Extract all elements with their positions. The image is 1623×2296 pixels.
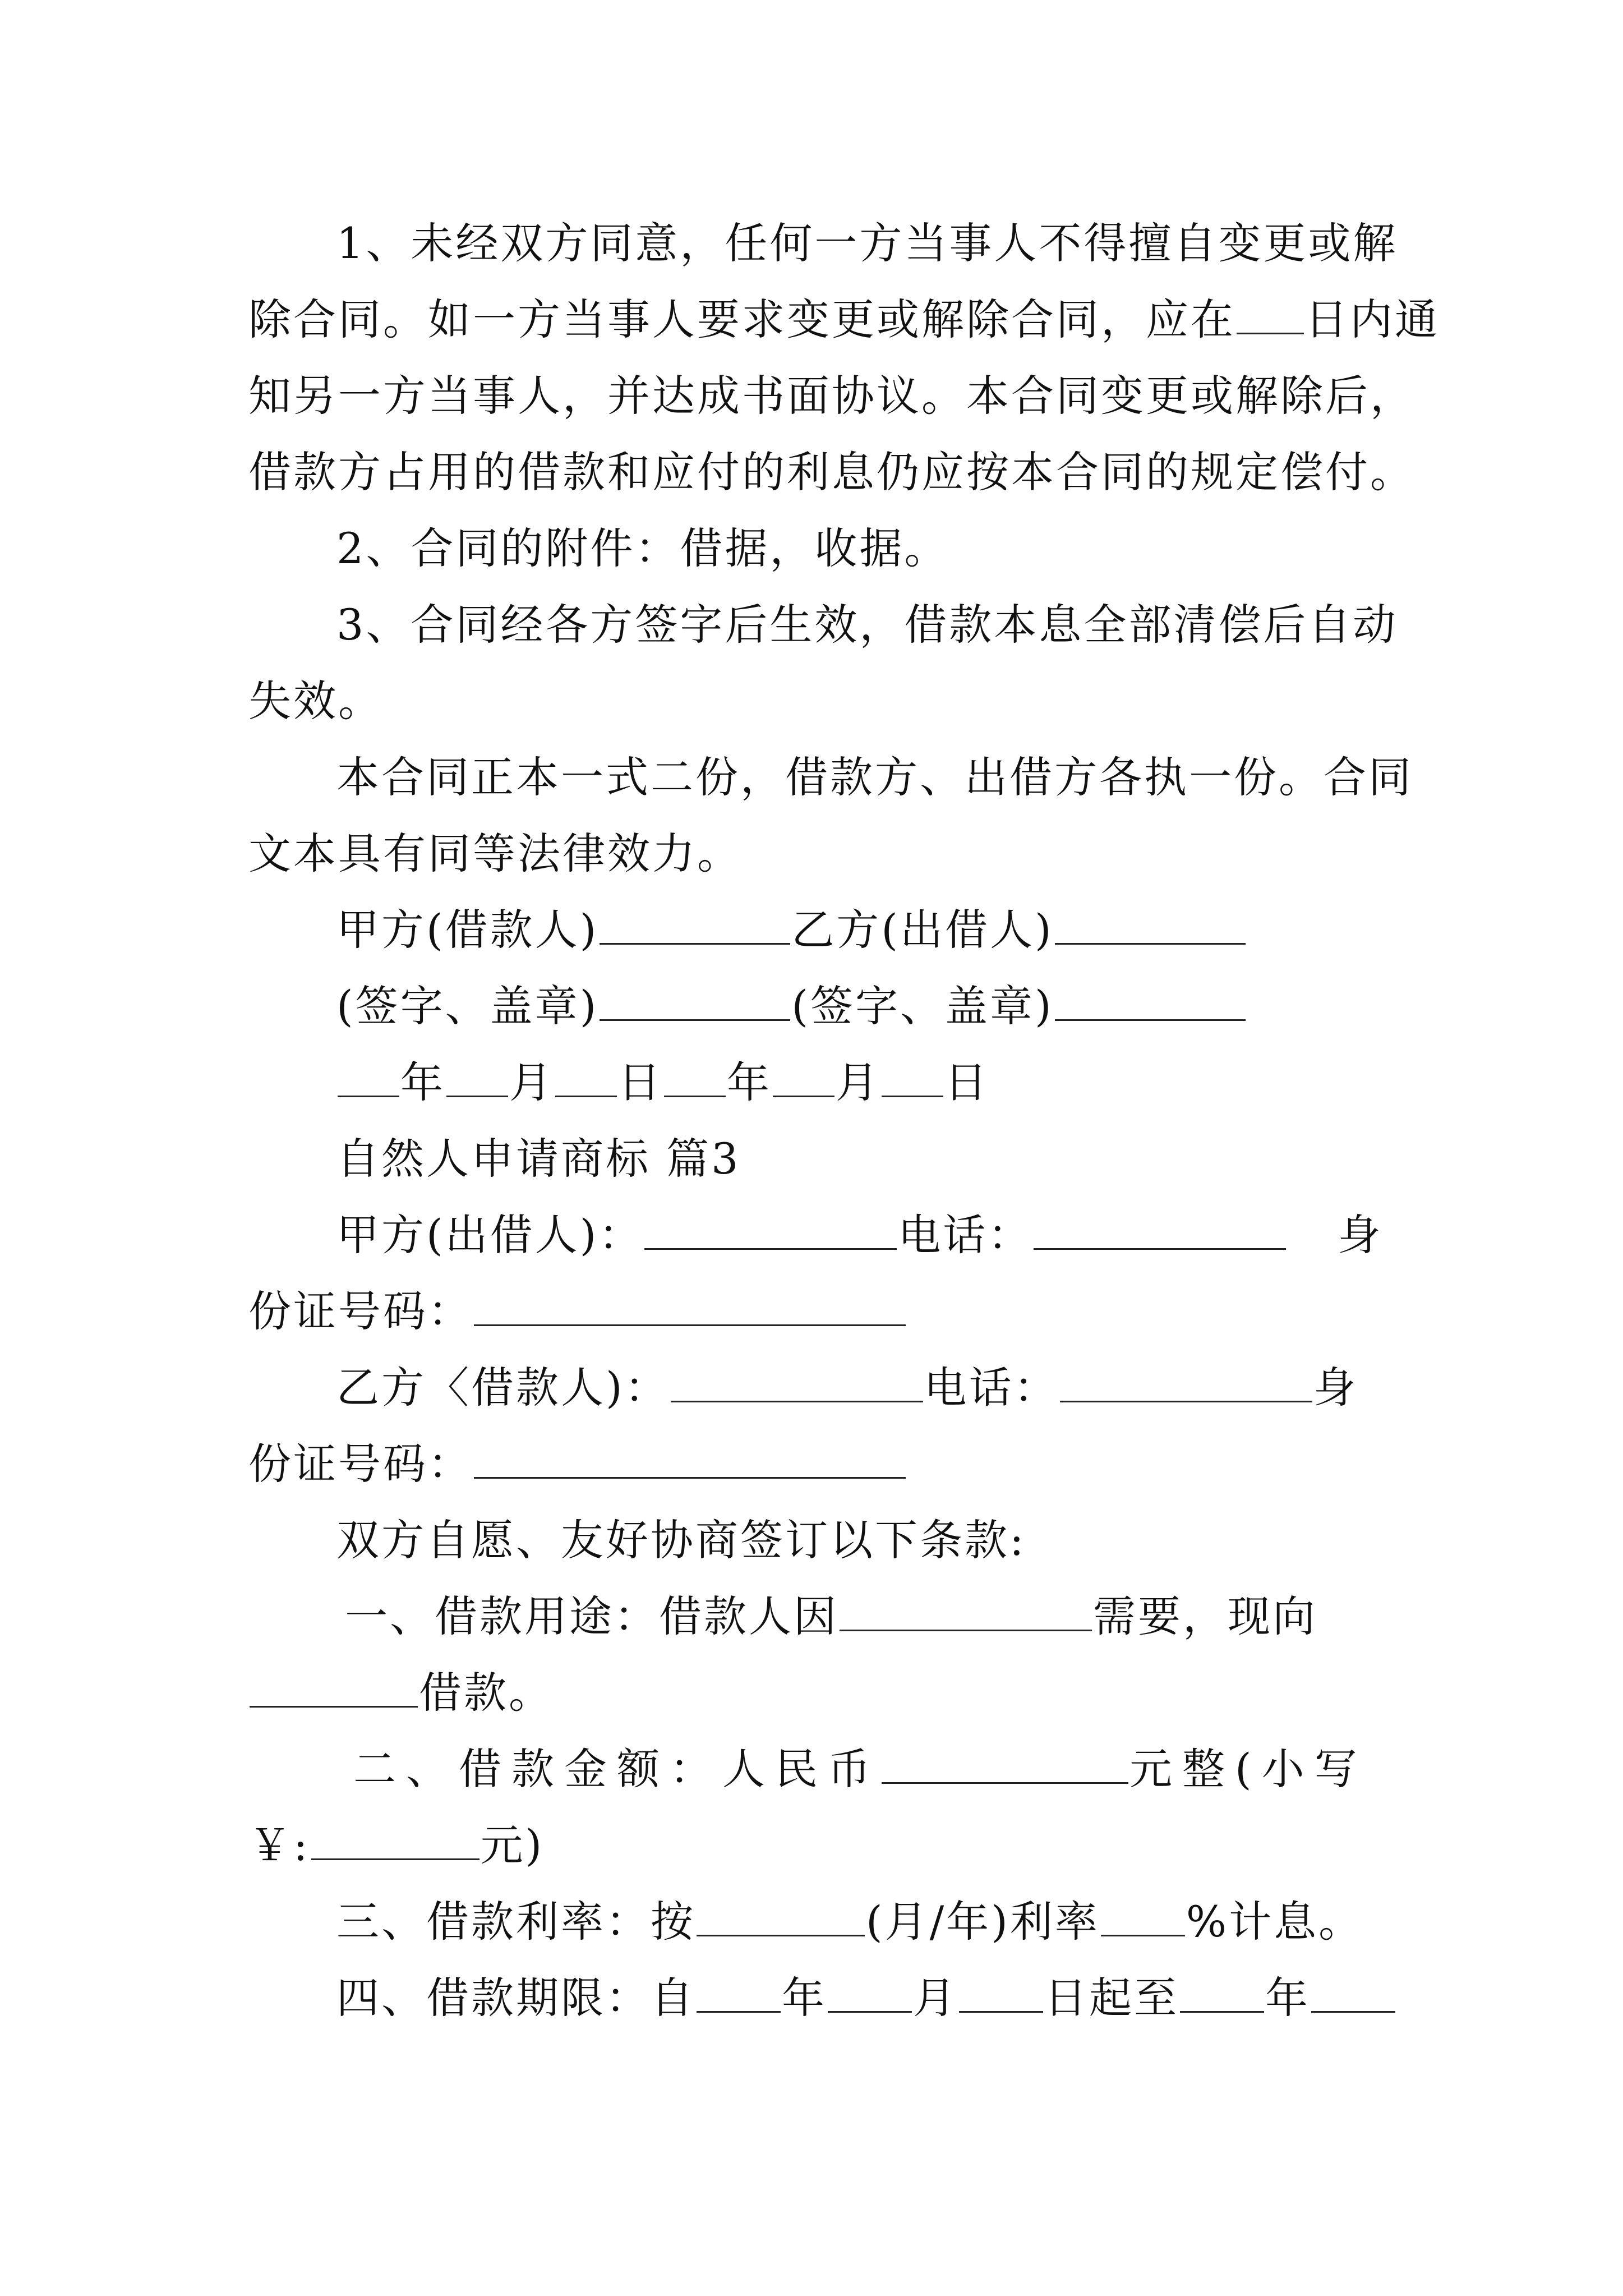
blank-field xyxy=(311,1819,479,1860)
id-label: 身 xyxy=(1313,1363,1358,1412)
clause-text: 三、借款利率：按 xyxy=(336,1897,695,1947)
clause-text: (月/年)利率 xyxy=(866,1897,1100,1947)
day-label: 日 xyxy=(944,1057,989,1107)
text-line xyxy=(248,362,1415,430)
clause-text: 除合同。如一方当事人要求变更或解除合同，应在 xyxy=(248,295,1235,344)
blank-field xyxy=(697,1972,781,2013)
party-a-label: 甲方(借款人) xyxy=(336,905,599,955)
blank-field xyxy=(555,1056,617,1097)
clause-line xyxy=(353,1736,1415,1803)
year-label: 年 xyxy=(782,1973,827,2023)
blank-field xyxy=(1055,904,1246,945)
clause-text: 知另一方当事人，并达成书面协议。本合同变更或解除后， xyxy=(248,371,1415,421)
month-label: 月 xyxy=(836,1057,880,1107)
date-line xyxy=(336,1049,1398,1116)
text-line xyxy=(248,439,1415,506)
section-title-text: 自然人申请商标 篇3 xyxy=(336,1134,741,1184)
year-label: 年 xyxy=(727,1057,772,1107)
clause-text: 元整(小写 xyxy=(1129,1744,1367,1794)
blank-field xyxy=(828,1972,912,2013)
clause-text: 需要，现向 xyxy=(1093,1591,1317,1641)
clause-text: 元) xyxy=(480,1820,545,1870)
clause-text: 日起至 xyxy=(1044,1973,1179,2023)
text-line xyxy=(248,286,1440,353)
blank-field xyxy=(446,1056,508,1097)
blank-field xyxy=(959,1972,1043,2013)
clause-line xyxy=(336,1964,1398,2032)
id-label: 份证号码： xyxy=(248,1439,473,1489)
blank-field xyxy=(1311,1972,1395,2013)
clause-text: 3、合同经各方签字后生效，借款本息全部清偿后自动 xyxy=(336,600,1398,650)
year-label: 年 xyxy=(1265,1973,1310,2023)
signature-line xyxy=(336,896,1398,964)
blank-field xyxy=(338,1056,399,1097)
blank-field xyxy=(882,1056,943,1097)
text-line xyxy=(336,210,1398,277)
sign-b-label: (签字、盖章) xyxy=(791,981,1054,1031)
month-label: 月 xyxy=(913,1973,958,2023)
clause-text: 借款方占用的借款和应付的利息仍应按本合同的规定偿付。 xyxy=(248,447,1415,497)
blank-field xyxy=(250,1667,418,1708)
blank-field xyxy=(671,1361,923,1402)
clause-text: 四、借款期限：自 xyxy=(336,1973,695,2023)
blank-field xyxy=(600,980,790,1021)
phone-label: 电话： xyxy=(924,1363,1059,1412)
clause-text: 日内通 xyxy=(1305,295,1440,344)
blank-field xyxy=(1034,1209,1286,1250)
blank-field xyxy=(644,1209,897,1250)
section-title xyxy=(336,1125,1398,1193)
id-label: 身 xyxy=(1338,1210,1383,1260)
blank-field xyxy=(474,1285,906,1326)
signature-line xyxy=(336,973,1398,1040)
clause-text: 一、借款用途：借款人因 xyxy=(345,1591,838,1641)
text-line xyxy=(336,591,1398,659)
id-label: 份证号码： xyxy=(248,1286,473,1336)
clause-text: %计息。 xyxy=(1186,1897,1364,1947)
clause-text: 文本具有同等法律效力。 xyxy=(248,829,742,878)
blank-field xyxy=(1101,1895,1185,1936)
clause-line xyxy=(248,1659,1398,1727)
clause-text: 2、合同的附件：借据，收据。 xyxy=(336,523,949,573)
year-label: 年 xyxy=(400,1057,445,1107)
clause-text: 本合同正本一式二份，借款方、出借方各执一份。合同 xyxy=(336,752,1413,802)
blank-field xyxy=(840,1590,1092,1631)
blank-field xyxy=(664,1056,726,1097)
month-label: 月 xyxy=(509,1057,554,1107)
blank-field xyxy=(1055,980,1246,1021)
text-line xyxy=(336,515,1398,582)
clause-line xyxy=(345,1583,1407,1650)
blank-field xyxy=(697,1895,865,1936)
borrower-label: 乙方〈借款人)： xyxy=(336,1363,670,1412)
sign-a-label: (签字、盖章) xyxy=(336,981,599,1031)
clause-text: 借款。 xyxy=(419,1668,554,1718)
lender-label: 甲方(出借人)： xyxy=(336,1210,644,1260)
text-line xyxy=(336,744,1413,811)
clause-text: 二、借款金额：人民币 xyxy=(353,1744,880,1794)
day-label: 日 xyxy=(618,1057,663,1107)
clause-text: ￥: xyxy=(248,1820,310,1870)
text-line xyxy=(248,668,1398,735)
party-b-label: 乙方(出借人) xyxy=(791,905,1054,955)
clause-line xyxy=(336,1888,1398,1955)
terms-intro xyxy=(336,1507,1398,1574)
blank-field xyxy=(1060,1361,1312,1402)
terms-intro-text: 双方自愿、友好协商签订以下条款: xyxy=(336,1515,1026,1565)
party-line xyxy=(248,1278,1398,1345)
phone-label: 电话： xyxy=(898,1210,1033,1260)
blank-field xyxy=(474,1438,906,1479)
blank-field xyxy=(882,1743,1128,1784)
blank-field xyxy=(600,904,790,945)
clause-text: 失效。 xyxy=(248,676,383,726)
blank-field xyxy=(1237,293,1304,334)
party-line xyxy=(248,1430,1398,1498)
text-line xyxy=(248,820,1398,887)
party-line xyxy=(336,1354,1398,1421)
clause-line xyxy=(248,1812,1398,1879)
blank-field xyxy=(1180,1972,1264,2013)
clause-text: 1、未经双方同意，任何一方当事人不得擅自变更或解 xyxy=(336,218,1398,268)
blank-field xyxy=(773,1056,834,1097)
party-line xyxy=(336,1202,1398,1269)
